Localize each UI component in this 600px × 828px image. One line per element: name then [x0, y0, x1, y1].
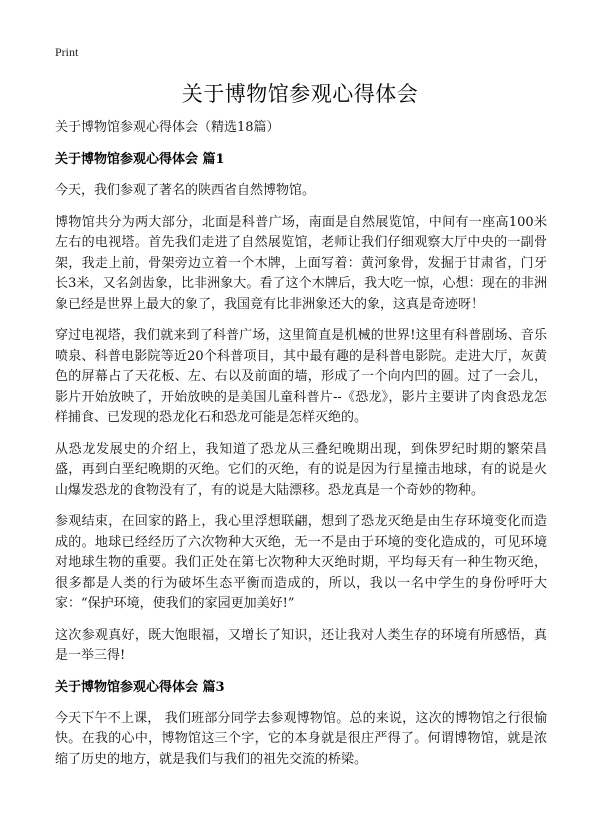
paragraph: 博物馆共分为两大部分，北面是科普广场，南面是自然展览馆，中间有一座高100米左右的电视塔。首先我们走进了自然展览馆，老师让我们仔细观察大厅中央的一副骨架，我走上前，骨架旁边立着一个木牌，上面写着：黄河象骨，发掘于甘肃省，门牙长3米，又名剑齿象，比非洲象大。看了这个木牌后，我大吃一惊，心想：现在的非洲象已经是世界上最大的象了，我国竟有比非洲象还大的象，这真是奇迹呀！ — [55, 214, 547, 312]
paragraph: 穿过电视塔，我们就来到了科普广场，这里简直是机械的世界!这里有科普剧场、音乐喷泉、科普电影院等近20个科普项目，其中最有趣的是科普电影院。走进大厅，灰黄色的屏幕占了天花板、左、右以及前面的墙，形成了一个向内凹的圆。过了一会儿，影片开始放映了，开始放映的是美国儿童科普片--《恐龙》，影片主要讲了肉食恐龙怎样捕食、已发现的恐龙化石和恐龙可能是怎样灭绝的。 — [55, 328, 547, 425]
paragraph: 参观结束，在回家的路上，我心里浮想联翩，想到了恐龙灭绝是由生存环境变化而造成的。地球已经经历了六次物种大灭绝，无一不是由于环境的变化造成的，可见环境对地球生物的重要。我们正处在第七次物种大灭绝时期，平均每天有一种生物灭绝，很多都是人类的行为破坏生态平衡而造成的，所以，我以一名中学生的身份呼吁大家：“保护环境，使我们的家园更加美好!” — [55, 514, 547, 611]
document-subtitle: 关于博物馆参观心得体会（精选18篇） — [55, 120, 280, 135]
section-heading: 关于博物馆参观心得体会 篇3 — [55, 679, 225, 695]
paragraph: 从恐龙发展史的介绍上，我知道了恐龙从三叠纪晚期出现，到侏罗纪时期的繁荣昌盛，再到白垩纪晚期的灭绝。它们的灭绝，有的说是因为行星撞击地球，有的说是火山爆发恐龙的食物没有了，有的说是大陆漂移。恐龙真是一个奇妙的物种。 — [55, 441, 547, 498]
section-heading: 关于博物馆参观心得体会 篇1 — [55, 152, 225, 167]
document-body — [55, 118, 547, 781]
paragraph: 今天下午不上课， 我们班部分同学去参观博物馆。总的来说，这次的博物馆之行很愉快。在我的心中，博物馆这三个字，它的本身就是很庄严得了。何谓博物馆，就是浓缩了历史的地方，就是我们与我们的祖先交流的桥梁。 — [55, 710, 547, 767]
print-label: Print — [55, 45, 79, 59]
paragraph: 这次参观真好，既大饱眼福，又增长了知识，还让我对人类生存的环境有所感悟，真是一举三得! — [55, 627, 547, 663]
paragraph: 今天，我们参观了著名的陕西省自然博物馆。 — [55, 183, 316, 198]
section-1 — [55, 150, 547, 667]
document-title: 关于博物馆参观心得体会 — [181, 82, 419, 106]
section-3 — [55, 678, 547, 771]
